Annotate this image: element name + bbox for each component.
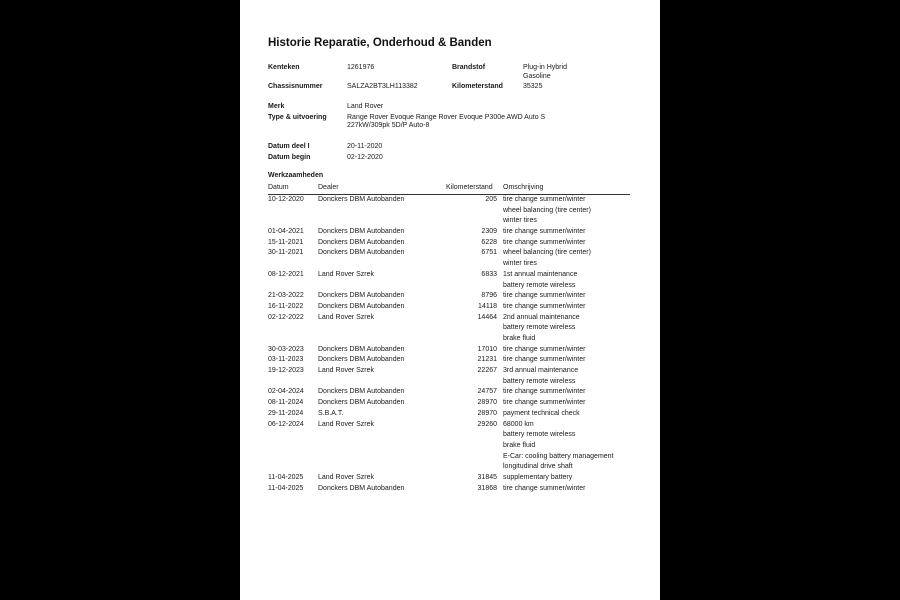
table-row <box>240 238 660 249</box>
row-kilometerstand: 14464 <box>477 313 497 321</box>
table-row <box>240 195 660 227</box>
row-kilometerstand: 6751 <box>481 249 497 257</box>
table-row <box>240 473 660 484</box>
document-title: Historie Reparatie, Onderhoud & Banden <box>268 37 492 49</box>
row-date: 11-04-2025 <box>268 484 304 492</box>
row-date: 06-12-2024 <box>268 420 304 428</box>
row-kilometerstand: 31845 <box>477 474 497 482</box>
omschrijving-line: battery remote wireless <box>503 281 576 289</box>
omschrijving-line: 1st annual maintenance <box>503 270 578 278</box>
omschrijving-line: tire change summer/winter <box>503 302 586 310</box>
row-date: 19-12-2023 <box>268 367 304 375</box>
row-date: 02-04-2024 <box>268 388 304 396</box>
row-kilometerstand: 21231 <box>477 356 497 364</box>
kenteken-label: Kenteken <box>268 64 300 71</box>
row-omschrijving <box>503 420 614 474</box>
row-date: 16-11-2022 <box>268 302 304 310</box>
table-row <box>240 409 660 420</box>
row-date: 15-11-2021 <box>268 238 304 246</box>
table-row <box>240 398 660 409</box>
row-omschrijving <box>503 484 585 495</box>
row-dealer: Land Rover Szrek <box>318 474 375 482</box>
column-header-datum: Datum <box>268 184 289 191</box>
omschrijving-line: brake fluid <box>503 335 536 343</box>
row-kilometerstand: 8796 <box>481 292 497 300</box>
row-kilometerstand: 29260 <box>477 420 497 428</box>
row-omschrijving <box>503 366 578 387</box>
brandstof-value-2: Gasoline <box>523 73 551 80</box>
omschrijving-line: brake fluid <box>503 441 536 449</box>
row-omschrijving <box>503 270 577 291</box>
row-date: 29-11-2024 <box>268 409 304 417</box>
type-uitvoering-value-2: 227kW/309pk 5D/P Auto-8 <box>347 122 430 129</box>
row-omschrijving <box>503 345 585 356</box>
row-omschrijving <box>503 238 585 249</box>
omschrijving-line: tire change summer/winter <box>503 399 586 407</box>
row-kilometerstand: 2309 <box>481 228 497 236</box>
row-kilometerstand: 14118 <box>478 302 497 310</box>
row-dealer: Donckers DBM Autobanden <box>318 399 405 407</box>
row-dealer: Donckers DBM Autobanden <box>318 196 405 203</box>
row-omschrijving <box>503 398 585 409</box>
datum-deel-label: Datum deel I <box>268 143 310 150</box>
row-omschrijving <box>503 302 585 313</box>
kenteken-value: 1261976 <box>347 64 375 71</box>
row-kilometerstand: 28970 <box>477 409 497 417</box>
merk-value: Land Rover <box>347 103 384 110</box>
omschrijving-line: battery remote wireless <box>503 324 576 332</box>
brandstof-label: Brandstof <box>452 64 486 71</box>
row-dealer: Land Rover Szrek <box>318 420 375 428</box>
omschrijving-line: 3rd annual maintenance <box>503 367 579 375</box>
omschrijving-line: supplementary battery <box>503 474 573 482</box>
datum-deel-value: 20-11-2020 <box>347 143 383 150</box>
table-row <box>240 248 660 269</box>
row-omschrijving <box>503 248 591 269</box>
table-row <box>240 345 660 356</box>
omschrijving-line: payment technical check <box>503 409 580 417</box>
werkzaamheden-table <box>240 195 660 494</box>
row-kilometerstand: 24757 <box>477 388 497 396</box>
row-omschrijving <box>503 473 572 484</box>
omschrijving-line: 68000 km <box>503 420 534 428</box>
row-date: 11-04-2025 <box>268 474 304 482</box>
omschrijving-line: E-Car: cooling battery management <box>503 452 614 460</box>
omschrijving-line: tire change summer/winter <box>503 292 586 300</box>
table-row <box>240 270 660 291</box>
omschrijving-line: battery remote wireless <box>503 377 576 385</box>
datum-begin-label: Datum begin <box>268 154 311 161</box>
row-dealer: Donckers DBM Autobanden <box>318 484 405 492</box>
row-omschrijving <box>503 313 580 345</box>
row-kilometerstand: 31868 <box>477 484 497 492</box>
kilometerstand-label: Kilometerstand <box>452 83 503 90</box>
row-date: 02-12-2022 <box>268 313 304 321</box>
table-row <box>240 420 660 474</box>
type-uitvoering-value-1: Range Rover Evoque Range Rover Evoque P300e AWD Auto S <box>347 114 546 121</box>
row-dealer: Donckers DBM Autobanden <box>318 292 405 300</box>
row-dealer: Land Rover Szrek <box>318 270 375 278</box>
omschrijving-line: tire change summer/winter <box>503 388 586 396</box>
column-header-kilometerstand: Kilometerstand <box>446 184 493 191</box>
omschrijving-line: tire change summer/winter <box>503 228 586 236</box>
row-dealer: Donckers DBM Autobanden <box>318 356 405 364</box>
row-dealer: Land Rover Szrek <box>318 367 375 375</box>
row-omschrijving <box>503 355 585 366</box>
row-dealer: Donckers DBM Autobanden <box>318 228 405 236</box>
row-dealer: Land Rover Szrek <box>318 313 375 321</box>
table-row <box>240 291 660 302</box>
row-date: 03-11-2023 <box>268 356 304 364</box>
column-header-omschrijving: Omschrijving <box>503 184 544 191</box>
brandstof-value-1: Plug-in Hybrid <box>523 64 567 71</box>
row-kilometerstand: 6833 <box>481 270 497 278</box>
row-date: 10-12-2020 <box>268 196 304 203</box>
omschrijving-line: battery remote wireless <box>503 431 576 439</box>
row-date: 01-04-2021 <box>268 228 304 236</box>
row-dealer: Donckers DBM Autobanden <box>318 238 405 246</box>
document-page <box>240 0 660 600</box>
omschrijving-line: wheel balancing (tire center) <box>503 206 591 214</box>
row-dealer: Donckers DBM Autobanden <box>318 302 405 310</box>
table-row <box>240 355 660 366</box>
row-omschrijving <box>503 291 585 302</box>
table-row <box>240 302 660 313</box>
row-kilometerstand: 17010 <box>477 345 497 353</box>
row-date: 08-12-2021 <box>268 270 304 278</box>
table-row <box>240 313 660 345</box>
omschrijving-line: longitudinal drive shaft <box>503 463 573 471</box>
row-kilometerstand: 205 <box>485 196 497 203</box>
omschrijving-line: winter tires <box>503 260 537 268</box>
row-date: 30-11-2021 <box>268 249 304 257</box>
row-date: 08-11-2024 <box>268 399 304 407</box>
omschrijving-line: tire change summer/winter <box>503 345 586 353</box>
omschrijving-line: wheel balancing (tire center) <box>503 249 591 257</box>
chassis-label: Chassisnummer <box>268 83 323 90</box>
datum-begin-value: 02-12-2020 <box>347 154 383 161</box>
row-kilometerstand: 22267 <box>477 367 497 375</box>
row-omschrijving <box>503 387 585 398</box>
row-omschrijving <box>503 409 580 420</box>
omschrijving-line: winter tires <box>503 217 537 225</box>
omschrijving-line: tire change summer/winter <box>503 238 586 246</box>
row-dealer: Donckers DBM Autobanden <box>318 249 405 257</box>
merk-label: Merk <box>268 103 285 110</box>
column-header-dealer: Dealer <box>318 184 339 191</box>
chassis-value: SALZA2BT3LH113382 <box>347 83 418 90</box>
table-row <box>240 484 660 495</box>
row-omschrijving <box>503 195 591 227</box>
werkzaamheden-heading: Werkzaamheden <box>268 172 324 179</box>
row-dealer: Donckers DBM Autobanden <box>318 345 405 353</box>
table-row <box>240 387 660 398</box>
row-omschrijving <box>503 227 585 238</box>
kilometerstand-value: 35325 <box>523 83 543 90</box>
row-dealer: S.B.A.T. <box>318 409 344 417</box>
type-uitvoering-label: Type & uitvoering <box>268 114 327 121</box>
table-row <box>240 227 660 238</box>
omschrijving-line: 2nd annual maintenance <box>503 313 580 321</box>
omschrijving-line: tire change summer/winter <box>503 484 586 492</box>
omschrijving-line: tire change summer/winter <box>503 356 586 364</box>
row-kilometerstand: 6228 <box>481 238 497 246</box>
omschrijving-line: tire change summer/winter <box>503 196 586 203</box>
row-date: 30-03-2023 <box>268 345 304 353</box>
row-date: 21-03-2022 <box>268 292 304 300</box>
row-dealer: Donckers DBM Autobanden <box>318 388 405 396</box>
table-row <box>240 366 660 387</box>
row-kilometerstand: 28970 <box>477 399 497 407</box>
